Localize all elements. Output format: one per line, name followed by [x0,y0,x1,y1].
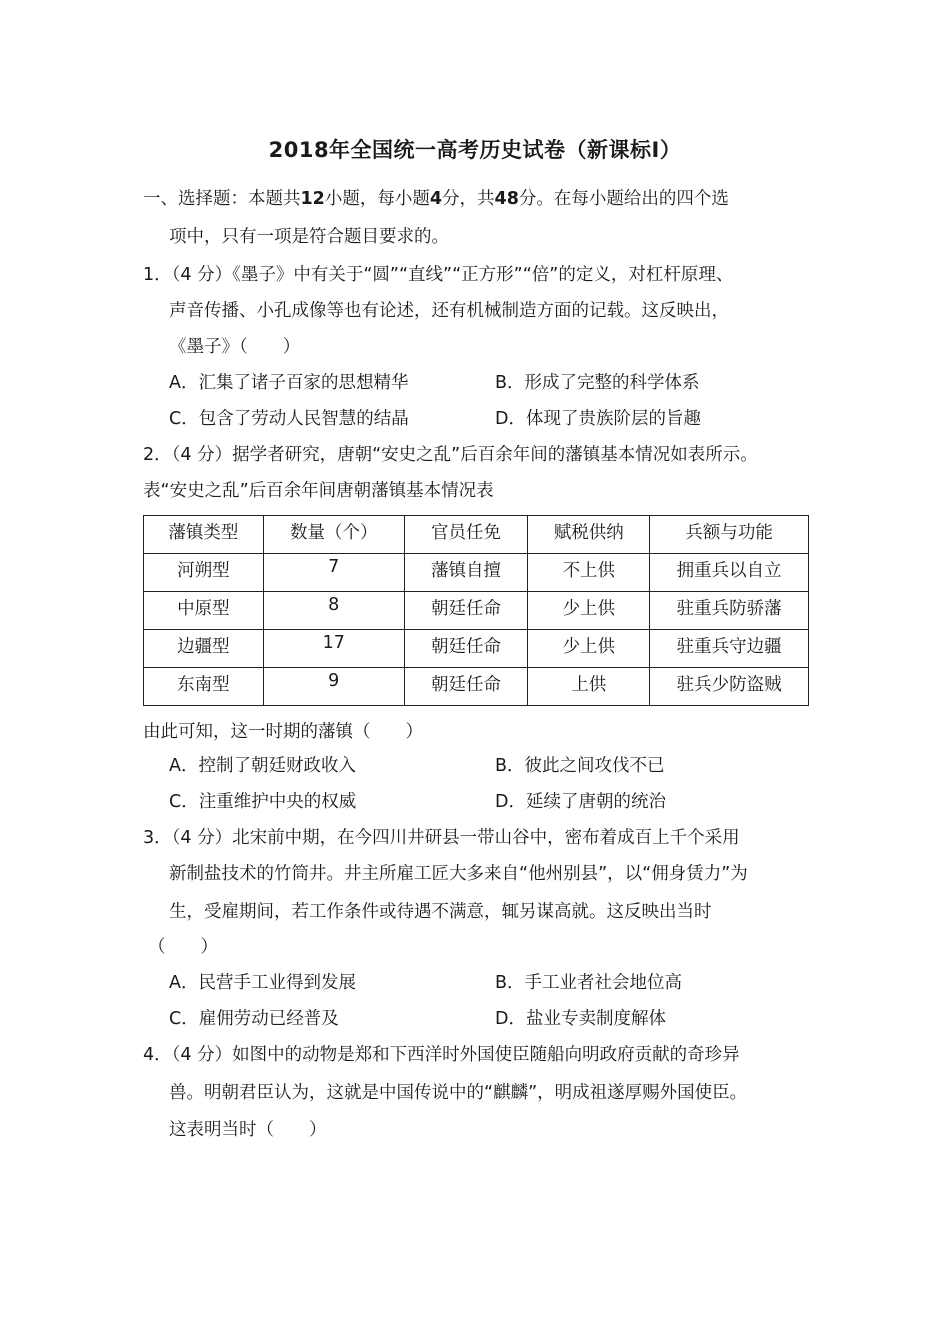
table-cell: 8 [263,592,404,630]
table-cell: 9 [263,668,404,706]
table-caption: 表“安史之乱”后百余年间唐朝藩镇基本情况表 [143,481,494,501]
question-2-option-d[interactable]: D．延续了唐朝的统治 [495,792,666,812]
question-3-stem: 生，受雇期间，若工作条件或待遇不满意，辄另谋高就。这反映出当时 [169,902,712,922]
section-instruction-line1 [143,186,729,212]
table-cell: 上供 [528,668,650,706]
question-1-option-a[interactable]: A．汇集了诸子百家的思想精华 [169,373,409,393]
instruction-text: 分。在每小题给出的四个选 [518,189,729,209]
exam-title: 2018年全国统一高考历史试卷（新课标Ⅰ） [268,138,682,162]
question-2-option-c[interactable]: C．注重维护中央的权威 [169,792,357,812]
table-cell: 拥重兵以自立 [650,554,809,592]
section-instruction-line2: 项中，只有一项是符合题目要求的。 [169,227,449,247]
question-4-stem: 这表明当时（ ） [169,1120,327,1140]
question-1-option-b[interactable]: B．形成了完整的科学体系 [495,373,700,393]
question-1-option-d[interactable]: D．体现了贵族阶层的旨趣 [495,409,701,429]
table-cell: 朝廷任命 [404,630,528,668]
question-1-option-c[interactable]: C．包含了劳动人民智慧的结晶 [169,409,409,429]
table-cell: 东南型 [144,668,264,706]
table-cell: 驻重兵守边疆 [650,630,809,668]
question-2-option-b[interactable]: B．彼此之间攻伐不已 [495,756,665,776]
question-3-option-a[interactable]: A．民营手工业得到发展 [169,973,356,993]
question-4-stem: 兽。明朝君臣认为，这就是中国传说中的“麒麟”，明成祖遂厚赐外国使臣。 [169,1083,748,1103]
question-1-stem: 《墨子》（ ） [169,337,301,357]
question-2-stem: 2．（4 分）据学者研究，唐朝“安史之乱”后百余年间的藩镇基本情况如表所示。 [143,445,758,465]
table-cell: 朝廷任命 [404,592,528,630]
table-cell: 少上供 [528,630,650,668]
table-header-cell: 数量（个） [263,516,404,554]
total-points: 48 [494,189,519,209]
table-cell: 驻重兵防骄藩 [650,592,809,630]
table-row [144,630,809,668]
question-3-stem: （ ） [148,937,218,957]
question-2-option-a[interactable]: A．控制了朝廷财政收入 [169,756,356,776]
table-header-cell: 官员任免 [404,516,528,554]
question-3-option-c[interactable]: C．雇佣劳动已经普及 [169,1009,339,1029]
table-cell: 不上供 [528,554,650,592]
table-row [144,668,809,706]
table-cell: 朝廷任命 [404,668,528,706]
instruction-text: 一、选择题：本题共 [143,189,301,209]
table-cell: 中原型 [144,592,264,630]
table-row [144,592,809,630]
instruction-text: 分，共 [442,189,495,209]
table-cell: 17 [263,630,404,668]
points-each: 4 [429,189,443,209]
table-cell: 河朔型 [144,554,264,592]
question-count: 12 [300,189,325,209]
question-4-stem: 4．（4 分）如图中的动物是郑和下西洋时外国使臣随船向明政府贡献的奇珍异 [143,1045,740,1065]
table-header-cell: 兵额与功能 [650,516,809,554]
table-cell: 7 [263,554,404,592]
table-header-row [144,516,809,554]
question-1-stem: 1．（4 分）《墨子》中有关于“圆”“直线”“正方形”“倍”的定义，对杠杆原理、 [143,265,734,285]
table-cell: 驻兵少防盗贼 [650,668,809,706]
fanzhen-table [143,515,809,706]
question-3-option-b[interactable]: B．手工业者社会地位高 [495,973,683,993]
instruction-text: 小题，每小题 [324,189,430,209]
table-cell: 藩镇自擅 [404,554,528,592]
table-cell: 边疆型 [144,630,264,668]
table-cell: 少上供 [528,592,650,630]
question-3-stem: 新制盐技术的竹筒井。井主所雇工匠大多来自“他州别县”，以“佣身赁力”为 [169,864,748,884]
table-header-cell: 藩镇类型 [144,516,264,554]
table-row [144,554,809,592]
question-3-option-d[interactable]: D．盐业专卖制度解体 [495,1009,666,1029]
question-3-stem: 3．（4 分）北宋前中期，在今四川井研县一带山谷中，密布着成百上千个采用 [143,828,740,848]
table-header-cell: 赋税供纳 [528,516,650,554]
question-1-stem: 声音传播、小孔成像等也有论述，还有机械制造方面的记载。这反映出， [169,301,729,321]
question-2-after-table: 由此可知，这一时期的藩镇（ ） [143,722,423,742]
